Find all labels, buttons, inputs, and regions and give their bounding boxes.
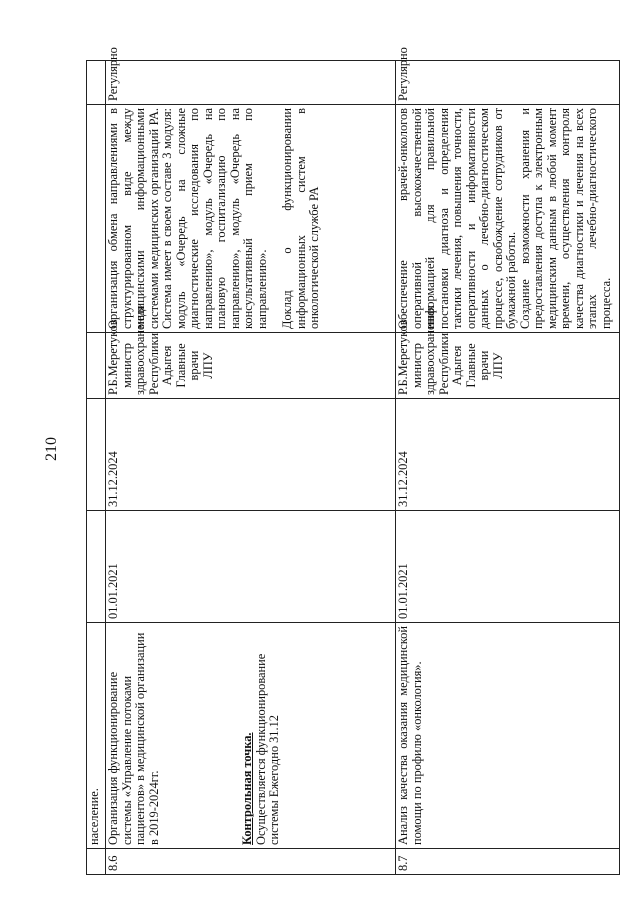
cell-result [106, 105, 396, 333]
cell-responsible: Р.Б.Меретуков министр здравоохранения Республики Адыгея Главные врачи ЛПУ [396, 333, 620, 399]
cell-start-top [87, 511, 106, 623]
cell-start-date: 01.01.2021 [106, 511, 396, 623]
cell-result-top [87, 105, 106, 333]
control-point-label: Контрольная точка. [240, 732, 254, 845]
cell-result [396, 105, 620, 333]
cell-periodicity: Регулярно [106, 61, 396, 105]
cell-start-date: 01.01.2021 [396, 511, 620, 623]
table-row-8-7 [396, 61, 620, 875]
cell-responsible-top [87, 333, 106, 399]
cell-measure [106, 623, 396, 849]
page-number: 210 [43, 437, 60, 461]
measure-text: Организация функционирование системы «Управление потоками пациентов» в медицинской организации в 2019-2024гг. [106, 632, 161, 845]
table-row-8-6 [106, 61, 396, 875]
cell-end-date: 31.12.2024 [106, 399, 396, 511]
table-row-top [87, 61, 106, 875]
cell-periodicity: Регулярно [396, 61, 620, 105]
cell-num: 8.6 [106, 849, 396, 875]
measures-table [86, 47, 620, 875]
cell-measure-top: население. [87, 623, 106, 849]
cell-end-date: 31.12.2024 [396, 399, 620, 511]
result-text-2: Создание возможности хранения и предоставления доступа к электронным медицинским данным в любой момент времени, осуществления контроля качества диагностики и лечения на всех этапах лечебно-диагностического процесса. [517, 108, 613, 329]
cell-responsible: Р.Б.Меретуков министр здравоохранения Республики Адыгея Главные врачи ЛПУ [106, 333, 396, 399]
cell-num-top [87, 849, 106, 875]
cell-num: 8.7 [396, 849, 620, 875]
rotated-table-container [86, 47, 620, 875]
result-text-2: Доклад о функционировании информационных систем в онкологической службе РА [280, 108, 321, 329]
control-point-text: Осуществляется функционирование системы Ежегодно 31.12 [253, 653, 281, 845]
cell-end-top [87, 399, 106, 511]
cell-periodicity-top [87, 61, 106, 105]
cell-measure: Анализ качества оказания медицинской помощи по профилю «онкология». [396, 623, 620, 849]
result-text-1: Организация обмена направлениями в структурированном виде между медицинскими информационными системами медицинских организаций РА. Система имеет в своем составе 3 модуля: модуль «Очередь на сложные диагностические исследования по направлению», модуль «Очередь на плановую госпитализацию по направлению», модуль «Очередь на консультативный прием по направлению». [106, 108, 269, 329]
result-text-1: Обеспечение врачей-онкологов оперативной высококачественной информацией для правильной постановки диагноза и определения тактики лечения, повышения точности, оперативности и информативности данных о лечебно-диагностическом процессе, освобождение сотрудников от бумажной работы. [396, 108, 518, 329]
